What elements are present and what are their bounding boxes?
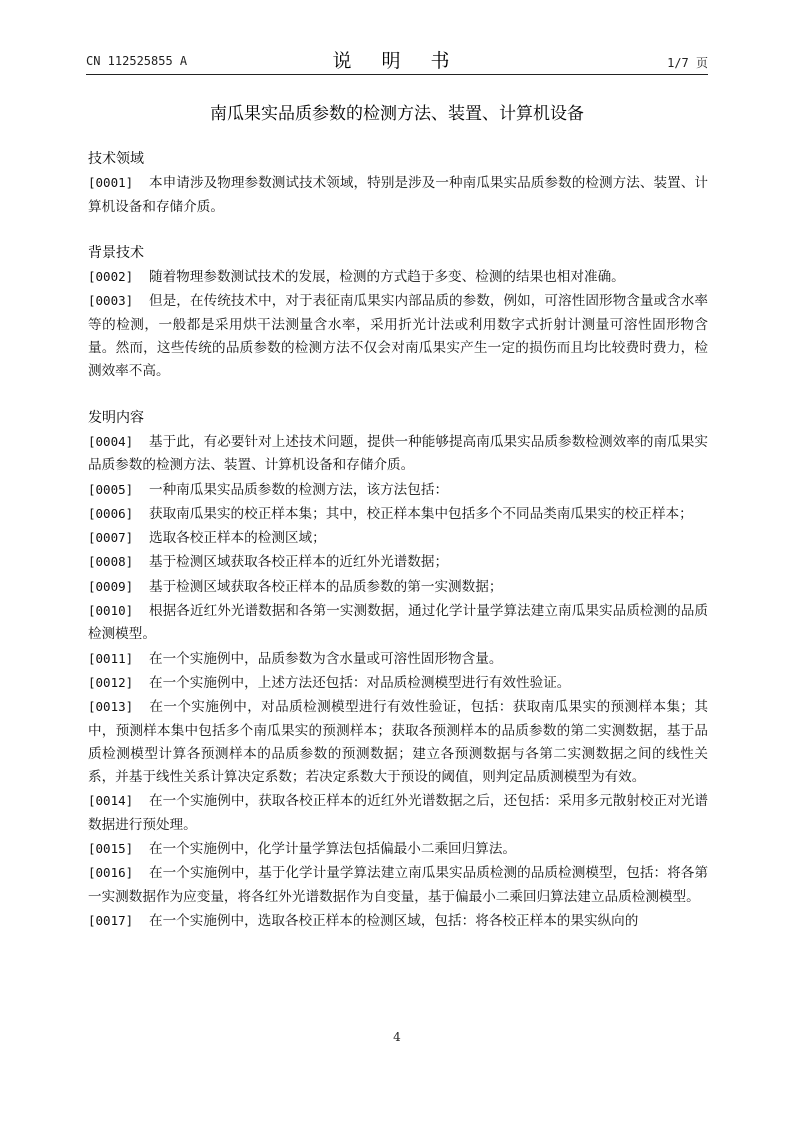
page-number: 4 bbox=[393, 1030, 401, 1044]
paragraph-text: 根据各近红外光谱数据和各第一实测数据，通过化学计量学算法建立南瓜果实品质检测的品质检测模型。 bbox=[88, 603, 708, 643]
paragraph-number: [0004] bbox=[88, 433, 134, 449]
paragraph-number: [0014] bbox=[88, 793, 134, 809]
paragraph-text: 基于检测区域获取各校正样本的近红外光谱数据； bbox=[149, 554, 449, 571]
paragraph bbox=[88, 526, 708, 550]
paragraph-number: [0011] bbox=[88, 650, 134, 666]
paragraph-text: 基于检测区域获取各校正样本的品质参数的第一实测数据； bbox=[149, 578, 503, 595]
paragraph-text: 本申请涉及物理参数测试技术领域，特别是涉及一种南瓜果实品质参数的检测方法、装置、计算机设备和存储介质。 bbox=[88, 175, 708, 215]
paragraph bbox=[88, 599, 708, 647]
paragraph-number: [0015] bbox=[88, 841, 134, 857]
paragraph bbox=[88, 502, 708, 526]
paragraph bbox=[88, 289, 708, 383]
paragraph-number: [0007] bbox=[88, 530, 134, 546]
paragraph-text: 随着物理参数测试技术的发展，检测的方式趋于多变、检测的结果也相对准确。 bbox=[149, 269, 625, 286]
paragraph bbox=[88, 265, 708, 289]
section-heading: 背景技术 bbox=[88, 244, 144, 261]
document-title: 南瓜果实品质参数的检测方法、装置、计算机设备 bbox=[210, 104, 584, 124]
paragraph-text: 在一个实施例中，上述方法还包括：对品质检测模型进行有效性验证。 bbox=[149, 674, 571, 691]
paragraph bbox=[88, 550, 708, 574]
page-indicator: 1/7 页 bbox=[667, 56, 708, 70]
document-type: 说 明 书 bbox=[332, 50, 462, 72]
paragraph-text: 在一个实施例中，化学计量学算法包括偏最小二乘回归算法。 bbox=[149, 841, 517, 858]
paragraph bbox=[88, 478, 708, 502]
paragraph bbox=[88, 695, 708, 789]
paragraph-number: [0006] bbox=[88, 505, 134, 521]
paragraph-text: 获取南瓜果实的校正样本集；其中，校正样本集中包括多个不同品类南瓜果实的校正样本； bbox=[149, 505, 693, 522]
paragraph-text: 在一个实施例中，对品质检测模型进行有效性验证，包括：获取南瓜果实的预测样本集；其中，预测样本集中包括多个南瓜果实的预测样本；获取各预测样本的品质参数的第二实测数据，基于品质检测模型计算各预测样本的品质参数的预测数据；建立各预测数据与各第二实测数据之间的线性关系，并基于线性关系计算决定系数；若决定系数大于预设的阈值，则判定品质测模型为有效。 bbox=[88, 699, 708, 786]
paragraph-number: [0003] bbox=[88, 293, 134, 309]
paragraph-text: 一种南瓜果实品质参数的检测方法，该方法包括： bbox=[149, 481, 449, 498]
paragraph-text: 在一个实施例中，获取各校正样本的近红外光谱数据之后，还包括：采用多元散射校正对光谱数据进行预处理。 bbox=[88, 793, 708, 833]
paragraph bbox=[88, 909, 708, 933]
paragraph bbox=[88, 575, 708, 599]
paragraph-text: 基于此，有必要针对上述技术问题，提供一种能够提高南瓜果实品质参数检测效率的南瓜果实品质参数的检测方法、装置、计算机设备和存储介质。 bbox=[88, 433, 708, 474]
paragraph-text: 但是，在传统技术中，对于表征南瓜果实内部品质的参数，例如，可溶性固形物含量或含水率等的检测，一般都是采用烘干法测量含水率，采用折光计法或利用数字式折射计测量可溶性固形物含量。然而，这些传统的品质参数的检测方法不仅会对南瓜果实产生一定的损伤而且均比较费时费力，检测效率不高。 bbox=[88, 293, 708, 380]
paragraph-text: 在一个实施例中，选取各校正样本的检测区域，包括：将各校正样本的果实纵向的 bbox=[149, 912, 639, 929]
paragraph-number: [0012] bbox=[88, 674, 134, 690]
paragraph-number: [0010] bbox=[88, 603, 134, 619]
paragraph-number: [0013] bbox=[88, 699, 134, 715]
page-header bbox=[86, 44, 708, 75]
section-heading: 发明内容 bbox=[88, 409, 144, 426]
paragraph-text: 选取各校正样本的检测区域； bbox=[149, 530, 326, 547]
paragraph bbox=[88, 861, 708, 909]
section-gap bbox=[88, 384, 708, 407]
paragraph bbox=[88, 671, 708, 695]
paragraph-number: [0002] bbox=[88, 269, 134, 285]
paragraph bbox=[88, 430, 708, 478]
paragraph bbox=[88, 171, 708, 219]
paragraph-number: [0017] bbox=[88, 912, 134, 928]
paragraph-number: [0001] bbox=[88, 175, 134, 191]
paragraph-number: [0008] bbox=[88, 554, 134, 570]
paragraph-number: [0009] bbox=[88, 578, 134, 594]
paragraph bbox=[88, 647, 708, 671]
section-heading: 技术领域 bbox=[88, 151, 144, 167]
paragraph-text: 在一个实施例中，基于化学计量学算法建立南瓜果实品质检测的品质检测模型，包括：将各第一实测数据作为应变量，将各红外光谱数据作为自变量，基于偏最小二乘回归算法建立品质检测模型。 bbox=[88, 865, 708, 905]
paragraph-number: [0005] bbox=[88, 481, 134, 497]
section-gap bbox=[88, 219, 708, 242]
paragraph bbox=[88, 789, 708, 837]
paragraph bbox=[88, 837, 708, 861]
paragraph-number: [0016] bbox=[88, 865, 134, 881]
document-body bbox=[88, 148, 708, 933]
publication-number: CN 112525855 A bbox=[86, 54, 188, 68]
paragraph-text: 在一个实施例中，品质参数为含水量或可溶性固形物含量。 bbox=[149, 650, 503, 667]
